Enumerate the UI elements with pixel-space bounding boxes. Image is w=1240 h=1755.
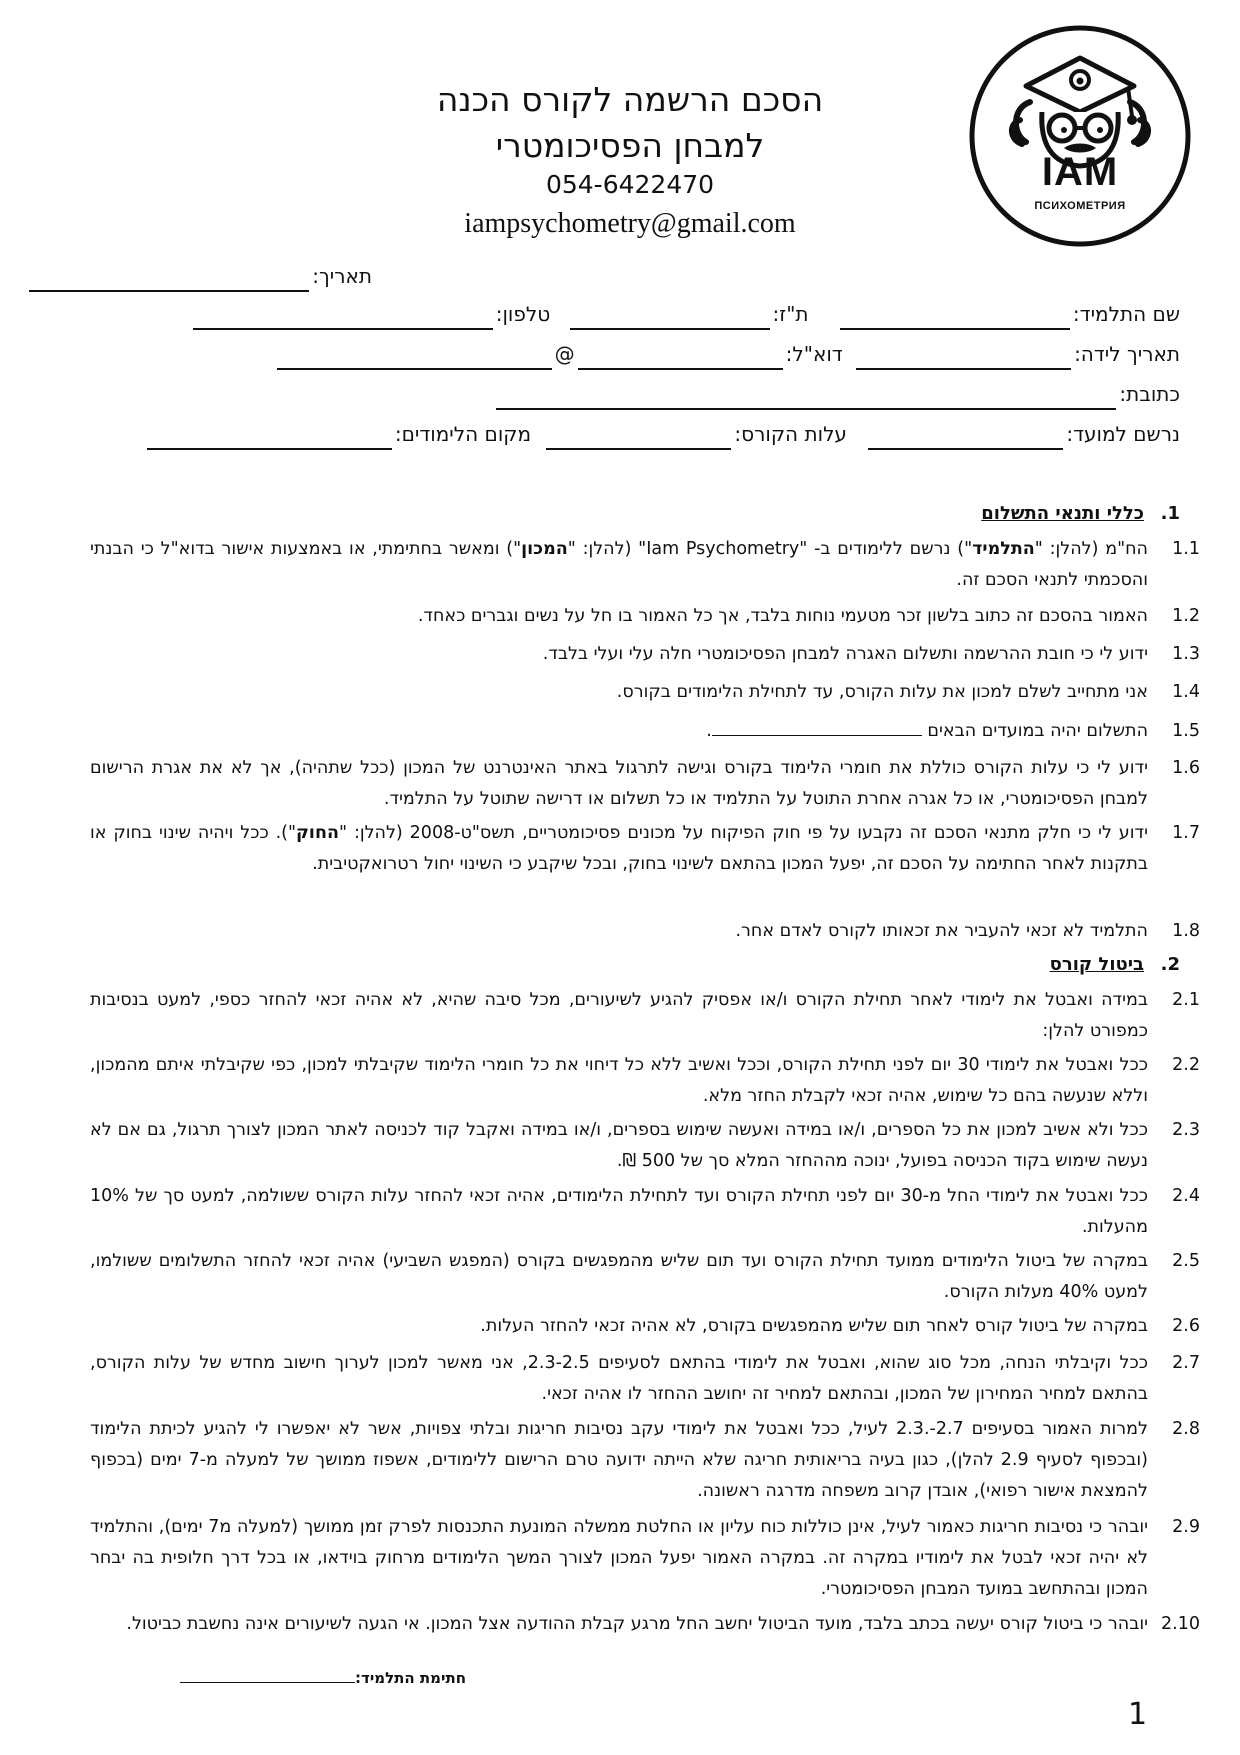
section-1-heading xyxy=(981,499,1180,529)
birth-date-label: תאריך לידה: xyxy=(1074,342,1180,366)
section-2-number: 2. xyxy=(1160,954,1180,975)
address-field[interactable] xyxy=(496,384,1116,410)
course-cost-label: עלות הקורס: xyxy=(734,422,847,446)
clause-2-8: 2.8 למרות האמור בסעיפים 2.7-.2.3 לעיל, ככל ואבטל את לימודי עקב נסיבות חריגות ובלתי צפויות, אשר לא יאפשרו לי להגיע לכיתת הלימוד (ובכפוף לסעיף 2.9 להלן), כגון בעיה בריאותית חריגה שלא הייתה ידועה טרם הרישום ללימודים, אשפוז ממושך של למעלה מ-7 ימים (בכפוף להמצאת אישור רפואי), אובדן קרוב משפחה מדרגה ראשונה. xyxy=(90,1419,1200,1501)
birth-date-field[interactable] xyxy=(856,344,1071,370)
date-row xyxy=(26,260,372,292)
section-2-heading xyxy=(1050,950,1180,980)
clause-2-7: 2.7 ככל וקיבלתי הנחה, מכל סוג שהוא, ואבטל את לימודי בהתאם לסעיפים 2.3-2.5, אני מאשר למכון לערוך חישוב מחדש של עלות הקורס, בהתאם למחיר המחירון של המכון, ובהתאם למחיר זה יחושב ההחזר לו אהיה זכאי. xyxy=(90,1353,1200,1404)
term-label: נרשם למועד: xyxy=(1066,422,1180,446)
clause-2-9: 2.9 יובהר כי נסיבות חריגות כאמור לעיל, אינן כוללות כוח עליון או החלטת ממשלה המונעת התכנסות לפרק זמן ממושך (למעלה מ7 ימים), והתלמיד לא יהיה זכאי לבטל את לימודיו במקרה זה. במקרה האמור יפעל המכון לצורך המשך הלימודים מרחוק בוידאו, או בכל דרך חלופית בה יבחר המכון ובהתחשב במועד המבחן הפסיכומטרי. xyxy=(90,1517,1200,1599)
clause-1-8: 1.8 התלמיד לא זכאי להעביר את זכאותו לקורס לאדם אחר. xyxy=(735,921,1200,941)
clause-1-4: 1.4 אני מתחייב לשלם למכון את עלות הקורס, עד לתחילת הלימודים בקורס. xyxy=(616,682,1200,702)
section-1-number: 1. xyxy=(1160,503,1180,524)
clause-1-1: 1.1 הח"מ (להלן: "התלמיד") נרשם ללימודים ב- "Iam Psychometry" (להלן: "המכון") ומאשר בחתימתי, או באמצעות אישור בדוא"ל כי הבנתי והסכמתי לתנאי הסכם זה. xyxy=(90,539,1200,590)
clause-2-6: 2.6 במקרה של ביטול קורס לאחר תום שליש מהמפגשים בקורס, לא אהיה זכאי להחזר העלות. xyxy=(480,1316,1200,1336)
email-domain-field[interactable] xyxy=(277,344,552,370)
course-details-row xyxy=(144,418,1180,450)
clause-1-6: 1.6 ידוע לי כי עלות הקורס כוללת את חומרי הלימוד בקורס וגישה לתרגול באתר האינטרנט של המכון (ככל שתהיה), אך לא את אגרת הרישום למבחן הפסיכומטרי, או כל אגרה אחרת התוטל על התלמיד או כל תשלום או דרישה שתוטל על התלמיד. xyxy=(90,758,1200,809)
payment-dates-field[interactable] xyxy=(712,717,922,736)
clause-2-1: 2.1 במידה ואבטל את לימודי לאחר תחילת הקורס ו/או אפסיק להגיע לשיעורים, מכל סיבה שהיא, לא אהיה זכאי להחזר כספי, למעט בנסיבות כמפורט להלן: xyxy=(90,990,1200,1041)
clause-2-3: 2.3 ככל ולא אשיב למכון את כל הספרים, ו/או במידה ואעשה שימוש בספרים, ו/או במידה ואקבל קוד לכניסה לאתר המכון לצורך תרגול, גם אם לא נעשה שימוש בקוד הכניסה בפועל, ינוכה מההחזר המלא סך של 500 ₪. xyxy=(90,1120,1200,1171)
email-label: דוא"ל: xyxy=(785,342,843,366)
section-1-title: כללי ותנאי התשלום xyxy=(981,503,1144,524)
phone-field[interactable] xyxy=(193,304,493,330)
contact-phone: 054-6422470 xyxy=(545,170,715,199)
phone-label: טלפון: xyxy=(495,302,551,326)
id-field[interactable] xyxy=(570,304,770,330)
clause-2-4: 2.4 ככל ואבטל את לימודי החל מ-30 יום לפני תחילת הקורס ועד לתחילת הלימודים, אהיה זכאי להחזר עלות הקורס ששולמה, למעט סך של 10% מהעלות. xyxy=(90,1186,1200,1237)
clause-2-5: 2.5 במקרה של ביטול הלימודים ממועד תחילת הקורס ועד תום שליש מהמפגשים בקורס (המפגש השביעי) אהיה זכאי להחזר התשלומים ששולמו, למעט 40% מעלות הקורס. xyxy=(90,1251,1200,1302)
signature-label: חתימת התלמיד: xyxy=(355,1669,467,1687)
document-title-line2: למבחן הפסיכומטרי xyxy=(495,126,765,165)
clause-1-2: 1.2 האמור בהסכם זה כתוב בלשון זכר מטעמי נוחות בלבד, אך כל האמור בו חל על נשים וגברים כאחד. xyxy=(417,606,1200,626)
clause-2-2: 2.2 ככל ואבטל את לימודי 30 יום לפני תחילת הקורס, וככל ואשיב ללא כל דיחוי את כל חומרי הלימוד שקיבלתי למכון, כפי שקיבלתי איתם מהמכון, וללא שנעשה בהם כל שימוש, אהיה זכאי לקבלת החזר מלא. xyxy=(90,1055,1200,1106)
clause-1-3: 1.3 ידוע לי כי חובת ההרשמה ותשלום האגרה למבחן הפסיכומטרי חלה עלי ועלי בלבד. xyxy=(542,644,1200,664)
page-number: 1 xyxy=(1128,1697,1148,1732)
study-location-label: מקום הלימודים: xyxy=(394,422,532,446)
term-field[interactable] xyxy=(868,424,1063,450)
student-details-row xyxy=(190,298,1180,330)
date-field[interactable] xyxy=(29,266,309,292)
clause-2-10: 2.10 יובהר כי ביטול קורס יעשה בכתב בלבד, מועד הביטול יחשב החל מרגע קבלת ההודעה אצל המכון. אי הגעה לשיעורים אינה נחשבת כביטול. xyxy=(126,1614,1200,1634)
student-name-label: שם התלמיד: xyxy=(1072,302,1180,326)
clause-1-7: 1.7 ידוע לי כי חלק מתנאי הסכם זה נקבעו על פי חוק הפיקוח על מכונים פסיכומטריים, תשס"ט-2008 (להלן: "החוק"). ככל ויהיה שינוי בחוק או בתקנות לאחר החתימה על הסכם זה, יפעל המכון בהתאם לשינוי בחוק, ובכל שיקבע כי השינוי יחול רטרואקטיבית. xyxy=(90,823,1200,874)
contact-email: iampsychometry@gmail.com xyxy=(464,208,796,239)
document-title-line1: הסכם הרשמה לקורס הכנה xyxy=(436,80,824,119)
id-label: ת"ז: xyxy=(772,302,809,326)
professor-mascot-icon xyxy=(968,24,1192,248)
address-row xyxy=(493,378,1180,410)
course-cost-field[interactable] xyxy=(546,424,731,450)
student-name-field[interactable] xyxy=(840,304,1070,330)
section-2-title: ביטול קורס xyxy=(1049,954,1144,975)
date-label: תאריך: xyxy=(312,264,372,288)
logo-subtitle: ПСИХОМЕТРИЯ xyxy=(1034,200,1126,212)
email-at-sign: @ xyxy=(554,342,575,366)
signature-field[interactable] xyxy=(180,1668,355,1683)
clause-1-5: 1.5 התשלום יהיה במועדים הבאים . xyxy=(90,716,1200,747)
birth-email-row xyxy=(274,338,1180,370)
student-signature xyxy=(180,1668,466,1687)
study-location-field[interactable] xyxy=(147,424,392,450)
logo-brand: IAM xyxy=(1041,150,1119,194)
email-local-field[interactable] xyxy=(578,344,783,370)
address-label: כתובת: xyxy=(1119,382,1180,406)
